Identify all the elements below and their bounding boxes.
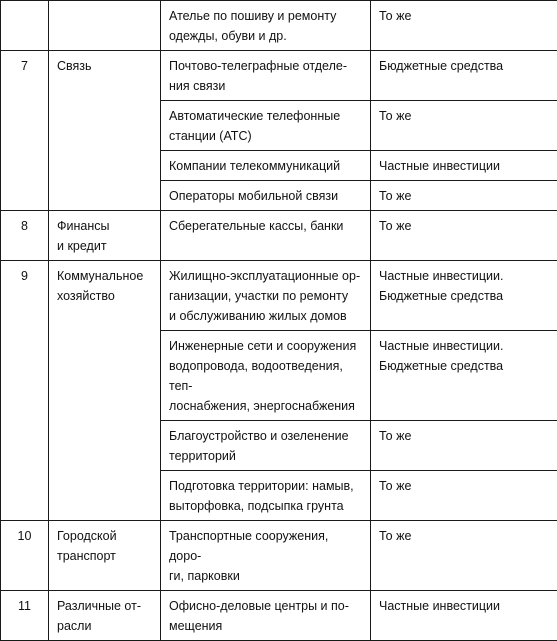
funding-source-cell: То же (371, 1, 557, 51)
sector-cell: Городской транспорт (49, 521, 161, 591)
funding-source-cell: Частные инвестиции. Бюджетные средства (371, 331, 557, 421)
table-row (1, 51, 557, 101)
object-cell: Транспортные сооружения, доро- ги, парковки (161, 521, 371, 591)
row-number-cell (1, 1, 49, 51)
row-number-cell: 10 (1, 521, 49, 591)
row-number-cell: 9 (1, 261, 49, 521)
sector-cell: Различные от- расли (49, 591, 161, 641)
object-cell: Сберегательные кассы, банки (161, 211, 371, 261)
object-cell: Автоматические телефонные станции (АТС) (161, 101, 371, 151)
sector-cell: Финансы и кредит (49, 211, 161, 261)
object-cell: Подготовка территории: намыв, выторфовка, подсыпка грунта (161, 471, 371, 521)
table-row (1, 1, 557, 51)
table-row (1, 591, 557, 641)
funding-source-cell: Частные инвестиции. Бюджетные средства (371, 261, 557, 331)
object-cell: Компании телекоммуникаций (161, 151, 371, 181)
object-cell: Операторы мобильной связи (161, 181, 371, 211)
funding-source-cell: Бюджетные средства (371, 51, 557, 101)
object-cell: Офисно-деловые центры и по- мещения (161, 591, 371, 641)
table-row (1, 211, 557, 261)
funding-source-cell: То же (371, 471, 557, 521)
sector-cell: Связь (49, 51, 161, 211)
row-number-cell: 11 (1, 591, 49, 641)
funding-source-cell: То же (371, 181, 557, 211)
funding-source-cell: То же (371, 421, 557, 471)
object-cell: Инженерные сети и сооружения водопровода, водоотведения, теп- лоснабжения, энергоснабжения (161, 331, 371, 421)
sector-cell (49, 1, 161, 51)
object-cell: Благоустройство и озеленение территорий (161, 421, 371, 471)
table-row (1, 261, 557, 331)
row-number-cell: 7 (1, 51, 49, 211)
funding-source-cell: Частные инвестиции (371, 591, 557, 641)
sector-cell: Коммунальное хозяйство (49, 261, 161, 521)
object-cell: Почтово-телеграфные отделе- ния связи (161, 51, 371, 101)
row-number-cell: 8 (1, 211, 49, 261)
funding-source-cell: Частные инвестиции (371, 151, 557, 181)
table-row (1, 521, 557, 591)
object-cell: Ателье по пошиву и ремонту одежды, обуви и др. (161, 1, 371, 51)
funding-source-cell: То же (371, 211, 557, 261)
funding-source-cell: То же (371, 521, 557, 591)
funding-source-cell: То же (371, 101, 557, 151)
object-cell: Жилищно-эксплуатационные ор- ганизации, участки по ремонту и обслуживанию жилых домов (161, 261, 371, 331)
